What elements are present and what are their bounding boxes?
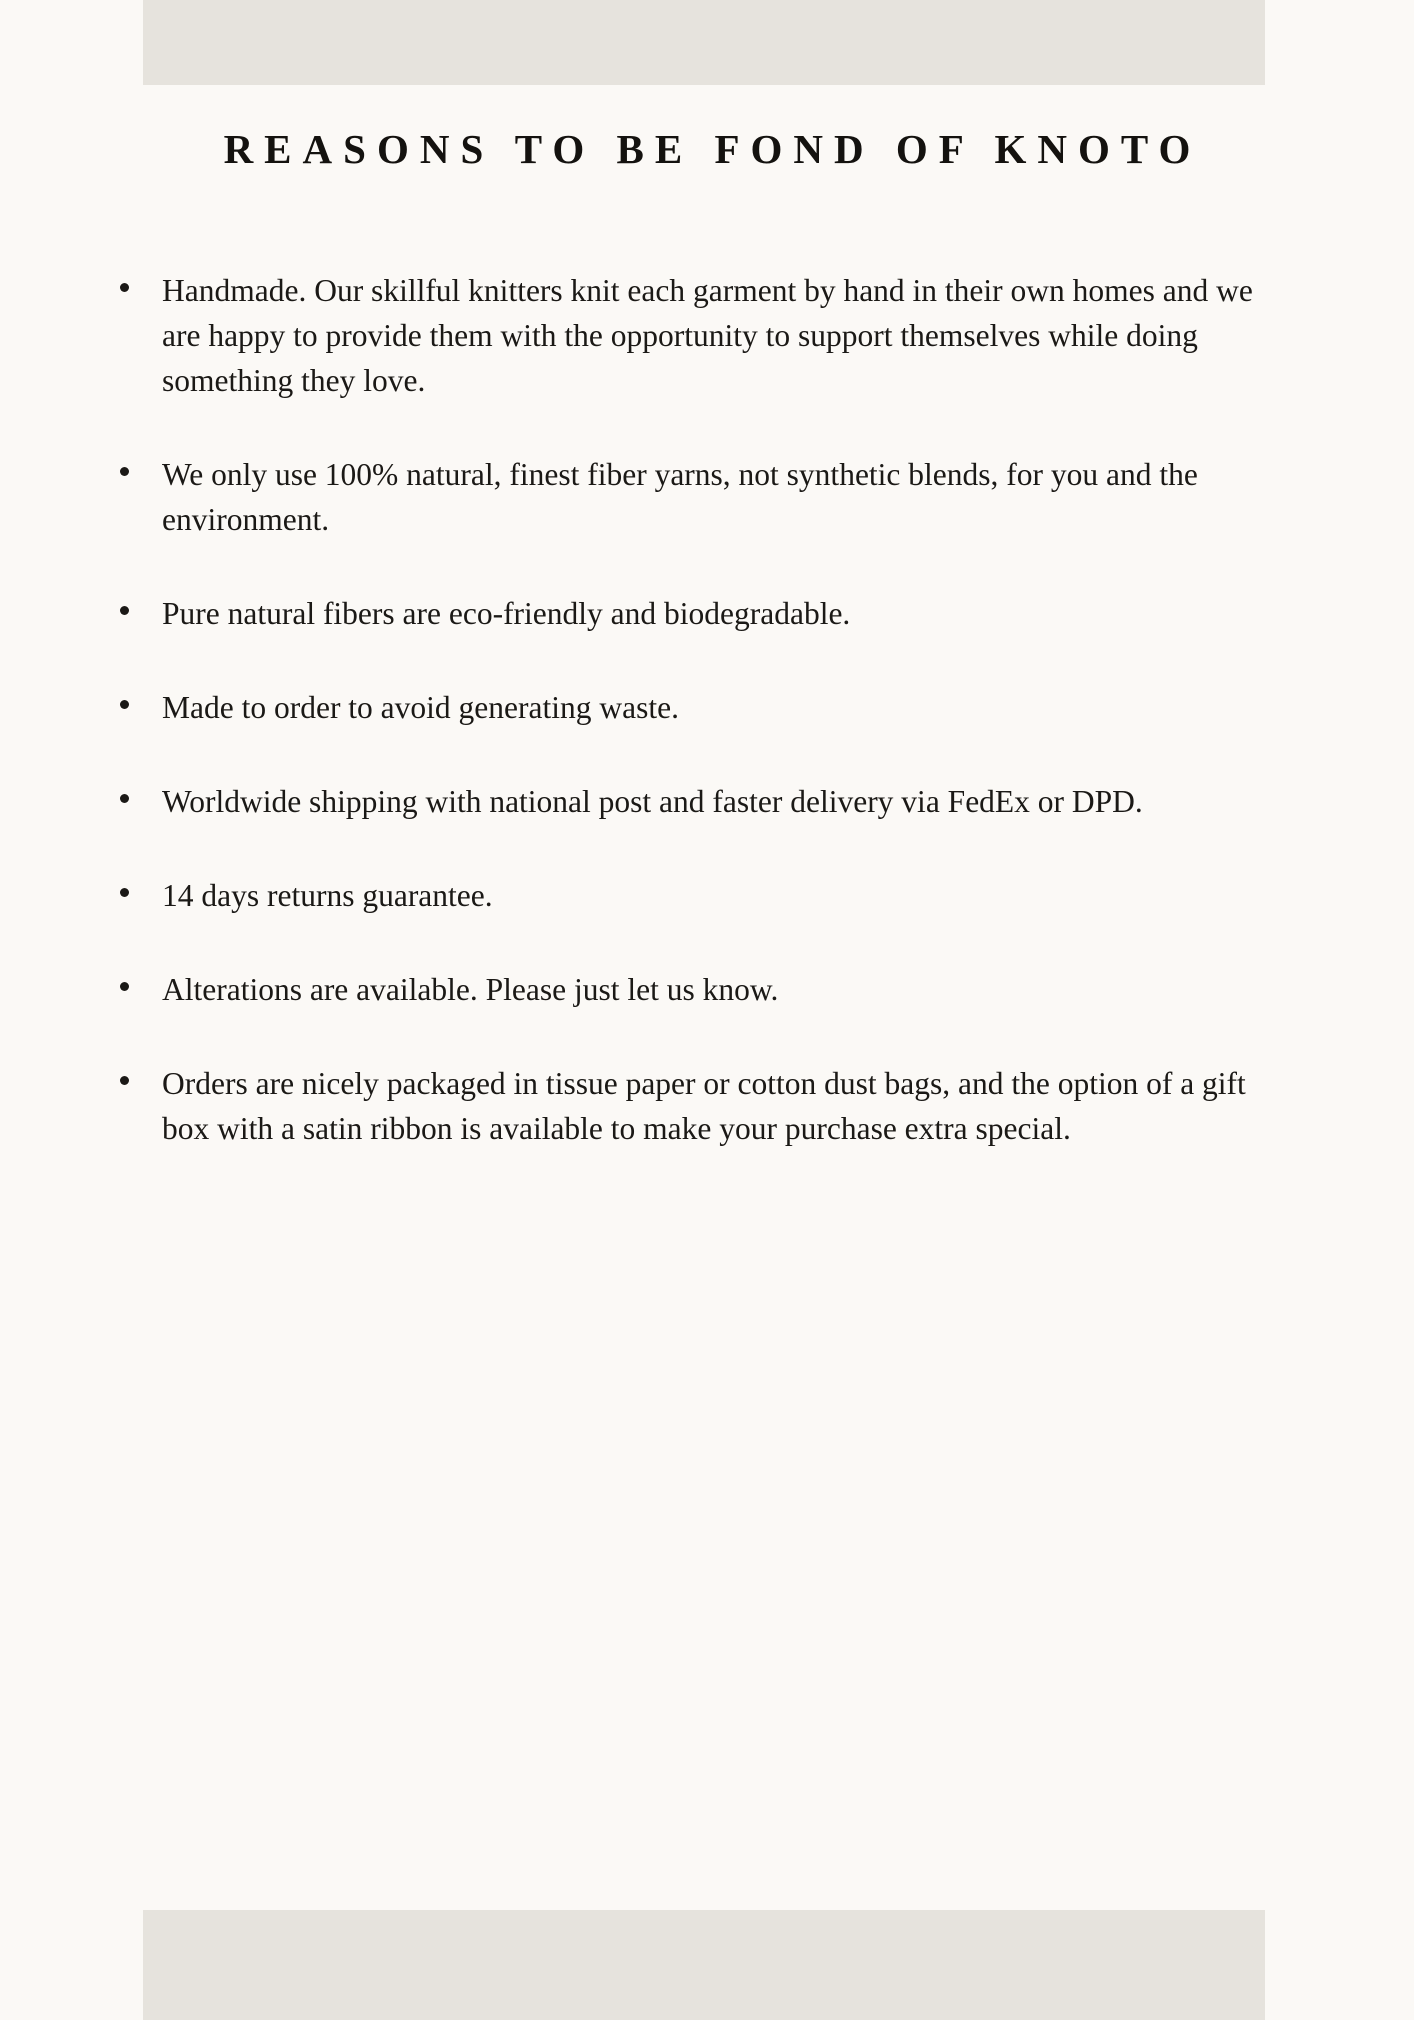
list-item	[120, 268, 1259, 403]
list-item-text: Orders are nicely packaged in tissue paper or cotton dust bags, and the option of a gift box with a satin ribbon is available to make your purchase extra special.	[162, 1066, 1246, 1147]
list-item	[120, 967, 1259, 1012]
reasons-list	[0, 268, 1414, 1151]
list-item	[120, 685, 1259, 730]
list-item-text: Handmade. Our skillful knitters knit each garment by hand in their own homes and we are happy to provide them with the opportunity to support themselves while doing something they love.	[162, 273, 1253, 399]
list-item	[120, 873, 1259, 918]
bullet-icon	[120, 1076, 129, 1085]
list-item-text: We only use 100% natural, finest fiber yarns, not synthetic blends, for you and the environment.	[162, 457, 1198, 538]
bullet-icon	[120, 606, 129, 615]
list-item	[120, 1061, 1259, 1151]
page-title: REASONS TO BE FOND OF KNOTO	[223, 126, 1202, 172]
list-item-text: Alterations are available. Please just let us know.	[162, 972, 779, 1008]
bullet-icon	[120, 283, 129, 292]
list-item	[120, 452, 1259, 542]
bullet-icon	[120, 794, 129, 803]
list-item	[120, 779, 1259, 824]
list-item-text: Made to order to avoid generating waste.	[162, 690, 679, 726]
bullet-icon	[120, 888, 129, 897]
list-item-text: Pure natural fibers are eco-friendly and biodegradable.	[162, 596, 851, 632]
bullet-icon	[120, 982, 129, 991]
list-item-text: Worldwide shipping with national post and faster delivery via FedEx or DPD.	[162, 784, 1143, 820]
bullet-icon	[120, 700, 129, 709]
list-item	[120, 591, 1259, 636]
bottom-decorative-band	[143, 1910, 1265, 2020]
list-item-text: 14 days returns guarantee.	[162, 878, 493, 914]
bullet-icon	[120, 467, 129, 476]
